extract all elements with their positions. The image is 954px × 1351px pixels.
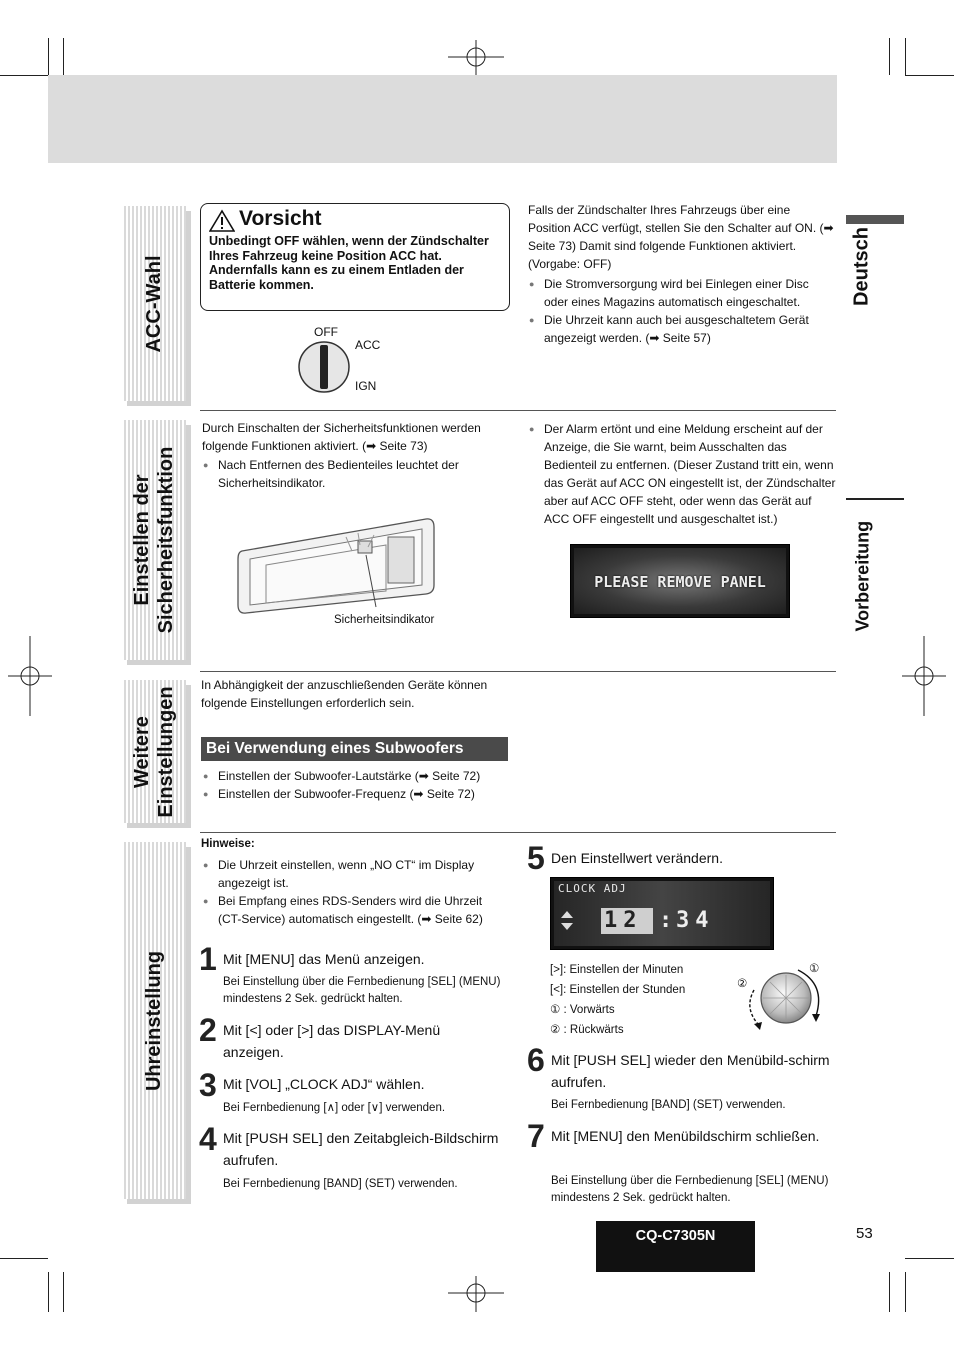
key-minutes: [>]: Einstellen der Minuten xyxy=(550,964,684,976)
clock-adj-display xyxy=(550,877,774,950)
crop-mark xyxy=(48,1272,49,1312)
key-forward: ① : Vorwärts xyxy=(550,1004,615,1016)
tab-further xyxy=(122,680,186,823)
remove-panel-display xyxy=(570,544,790,618)
acc-bullet-1: ● Die Stromversorgung wird bei Einlegen einer Disc oder eines Magazins automatisch eingeschaltet. xyxy=(528,275,836,311)
further-intro: In Abhängigkeit der anzuschließenden Geräte können folgende Einstellungen erforderlich sein. xyxy=(201,678,488,710)
step-6-text: Mit [PUSH SEL] wieder den Menübild-schirm aufrufen. xyxy=(551,1052,830,1090)
section-divider xyxy=(200,832,836,833)
step-4-sub: Bei Fernbedienung [BAND] (SET) verwenden. xyxy=(223,1178,458,1190)
crop-mark xyxy=(0,75,48,76)
side-marker xyxy=(846,215,904,224)
crop-mark xyxy=(63,1272,64,1312)
header-band xyxy=(48,75,837,163)
switch-off-label: OFF xyxy=(314,325,338,339)
tab-further-line2: Einstellungen xyxy=(155,685,177,818)
tab-clock xyxy=(122,842,186,1199)
step-1-sub: Bei Einstellung über die Fernbedienung [SEL] (MENU) mindestens 2 Sek. gedrückt halten. xyxy=(223,976,501,1005)
step-7-sub: Bei Einstellung über die Fernbedienung [SEL] (MENU) mindestens 2 Sek. gedrückt halten. xyxy=(551,1175,829,1204)
caution-box xyxy=(200,203,510,311)
ignition-switch-illustration xyxy=(297,339,351,395)
section-divider xyxy=(200,410,836,411)
tab-security-line2: Sicherheitsfunktion xyxy=(155,446,177,634)
step-1-number: 1 xyxy=(199,941,217,977)
key-backward: ② : Rückwärts xyxy=(550,1024,624,1036)
caution-line2: Andernfalls kann es zu einem Entladen der Batterie kommen. xyxy=(209,263,464,292)
security-description xyxy=(202,419,502,492)
crop-mark xyxy=(63,38,64,75)
security-intro: Durch Einschalten der Sicherheitsfunktionen werden folgende Funktionen aktiviert. (➡ Seite 73) xyxy=(202,421,481,453)
subwoofer-heading: Bei Verwendung eines Subwoofers xyxy=(201,737,508,761)
caution-line1: Unbedingt OFF wählen, wenn der Zündschalter Ihres Fahrzeug keine Position ACC hat. xyxy=(209,234,489,263)
step-2-text: Mit [<] oder [>] das DISPLAY-Menü anzeigen. xyxy=(223,1022,441,1060)
tab-security-line1: Einstellen der xyxy=(131,474,153,606)
tab-acc xyxy=(122,206,186,401)
step-1-text: Mit [MENU] das Menü anzeigen. xyxy=(223,951,425,967)
security-bullet-1: ● Nach Entfernen des Bedienteiles leuchtet der Sicherheitsindikator. xyxy=(202,456,502,492)
crop-mark xyxy=(889,1272,890,1312)
side-divider xyxy=(846,498,904,500)
head-unit-illustration xyxy=(236,515,440,615)
step-3-text: Mit [VOL] „CLOCK ADJ“ wählen. xyxy=(223,1076,425,1092)
notes-title: Hinweise: xyxy=(201,838,255,850)
step-4-text: Mit [PUSH SEL] den Zeitabgleich-Bildschirm aufrufen. xyxy=(223,1130,499,1168)
up-arrow-icon xyxy=(561,911,573,918)
security-indicator-caption: Sicherheitsindikator xyxy=(334,614,435,626)
model-badge xyxy=(596,1221,755,1272)
subwoofer-bullet-2: ● Einstellen der Subwoofer-Frequenz (➡ Seite 72) xyxy=(202,785,507,803)
step-6-number: 6 xyxy=(527,1042,545,1078)
model-number: CQ-C7305N xyxy=(635,1228,716,1244)
tab-clock-label: Uhreinstellung xyxy=(143,950,165,1091)
security-bullet-2 xyxy=(528,420,836,528)
warning-icon xyxy=(209,209,235,233)
note-2: ● Bei Empfang eines RDS-Senders wird die Uhrzeit (CT-Service) automatisch eingestellt. (➡ Seite 62) xyxy=(202,892,507,928)
crop-mark xyxy=(48,38,49,75)
switch-ign-label: IGN xyxy=(355,379,377,393)
step-5-number: 5 xyxy=(527,840,545,876)
step-6-sub: Bei Fernbedienung [BAND] (SET) verwenden. xyxy=(551,1099,786,1111)
notes-list xyxy=(202,856,507,928)
tab-security-label xyxy=(130,447,178,634)
down-arrow-icon xyxy=(561,923,573,930)
step-5-text: Den Einstellwert verändern. xyxy=(551,850,723,866)
registration-mark xyxy=(448,40,504,76)
tab-further-label xyxy=(130,686,178,817)
security-alarm-text: ● Der Alarm ertönt und eine Meldung erscheint auf der Anzeige, die Sie warnt, beim Ausschalten das Bedienteil zu entfernen. (Dieser Zustand tritt ein, wenn das Gerät auf ACC ON eingestellt ist, der Zündschalter aber auf ACC OFF steht, oder wenn das Gerät auf ACC OFF eingestellt und ausgeschaltet ist.) xyxy=(528,420,836,528)
registration-mark xyxy=(448,1276,504,1312)
crop-mark xyxy=(905,1272,906,1312)
step-4-number: 4 xyxy=(199,1121,217,1157)
page-number: 53 xyxy=(856,1225,873,1242)
crop-mark xyxy=(905,1258,954,1259)
caution-title: Vorsicht xyxy=(239,207,322,230)
key-legend xyxy=(550,960,730,1040)
switch-acc-label: ACC xyxy=(355,338,381,352)
knob-label-backward: ② xyxy=(737,978,748,990)
acc-intro: Falls der Zündschalter Ihres Fahrzeugs über eine Position ACC verfügt, stellen Sie den Schalter auf ON. (➡ Seite 73) Damit sind folgende Funktionen aktiviert. (Vorgabe: OFF) xyxy=(528,203,834,271)
registration-mark xyxy=(902,636,946,716)
key-hours: [<]: Einstellen der Stunden xyxy=(550,984,686,996)
subwoofer-list xyxy=(202,767,507,803)
remove-panel-message: PLEASE REMOVE PANEL xyxy=(594,573,766,591)
crop-mark xyxy=(905,38,906,75)
crop-mark xyxy=(905,75,954,76)
step-2-number: 2 xyxy=(199,1012,217,1048)
step-3-number: 3 xyxy=(199,1067,217,1103)
clock-colon: : xyxy=(659,908,673,933)
tab-further-line1: Weitere xyxy=(131,715,153,788)
clock-adj-title: CLOCK ADJ xyxy=(558,882,627,895)
crop-mark xyxy=(889,38,890,75)
step-7-number: 7 xyxy=(527,1118,545,1154)
clock-minute-value: 34 xyxy=(676,908,715,933)
acc-bullet-2: ● Die Uhrzeit kann auch bei ausgeschaltetem Gerät angezeigt werden. (➡ Seite 57) xyxy=(528,311,836,347)
note-1: ● Die Uhrzeit einstellen, wenn „NO CT“ im Display angezeigt ist. xyxy=(202,856,507,892)
acc-description xyxy=(528,201,836,347)
step-3-sub: Bei Fernbedienung [∧] oder [∨] verwenden. xyxy=(223,1102,446,1114)
subwoofer-bullet-1: ● Einstellen der Subwoofer-Lautstärke (➡ Seite 72) xyxy=(202,767,507,785)
registration-mark xyxy=(8,636,52,716)
tab-acc-label: ACC-Wahl xyxy=(143,254,165,353)
knob-label-forward: ① xyxy=(809,963,820,975)
side-section-label: Vorbereitung xyxy=(852,520,873,632)
clock-hour-value: 12 xyxy=(604,908,643,933)
section-divider xyxy=(200,671,836,672)
crop-mark xyxy=(0,1258,48,1259)
step-7-text: Mit [MENU] den Menübildschirm schließen. xyxy=(551,1128,820,1144)
side-language-label: Deutsch xyxy=(850,227,873,306)
tab-security xyxy=(122,420,186,660)
